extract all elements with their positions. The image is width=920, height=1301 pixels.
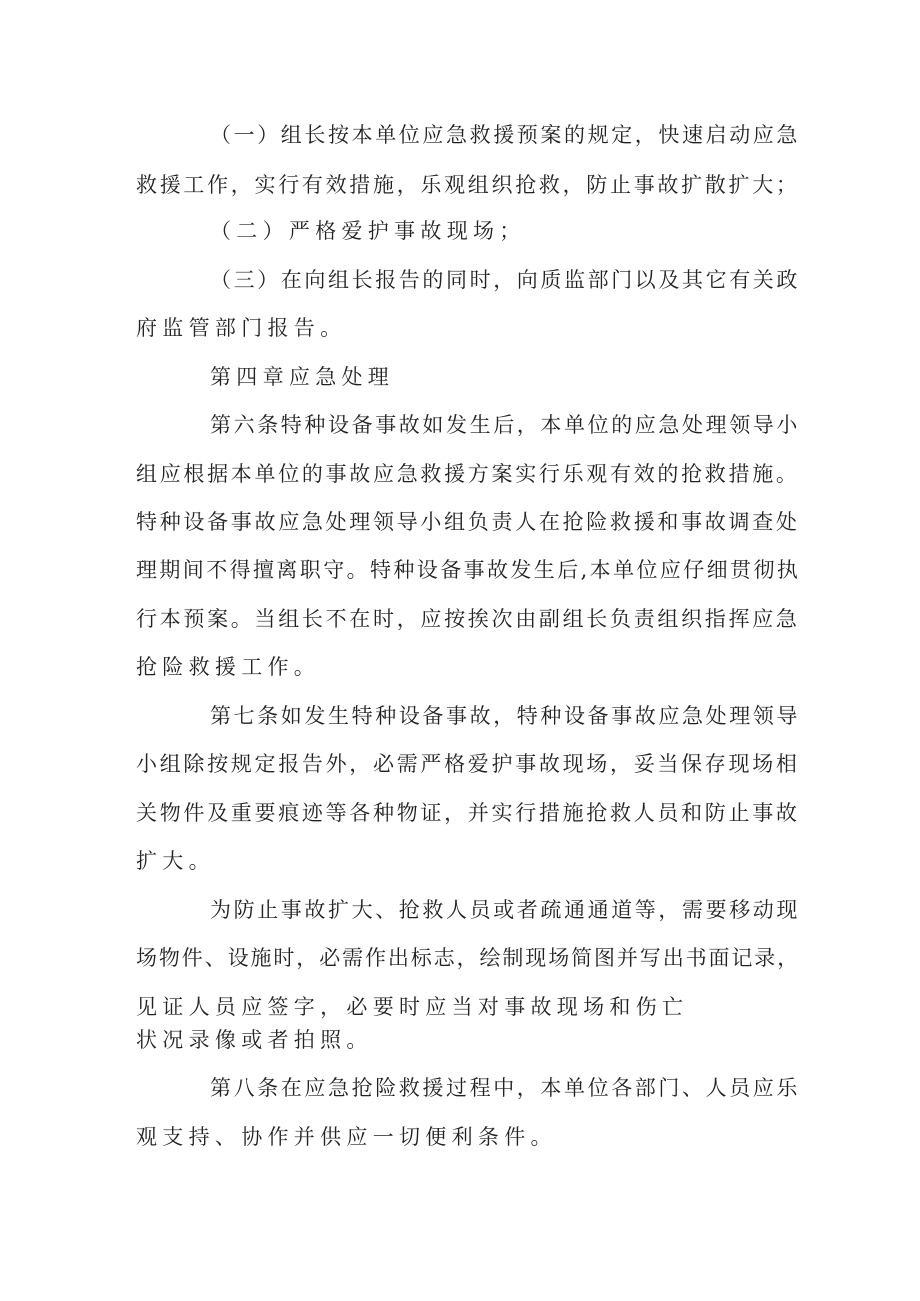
text-line: 第七条如发生特种设备事故，特种设备事故应急处理领导 bbox=[210, 704, 800, 728]
text-line: 行本预案。当组长不在时，应按挨次由副组长负责组织指挥应急 bbox=[136, 607, 800, 631]
section-heading: 第四章应急处理 bbox=[210, 365, 395, 389]
text-line: 抢险救援工作。 bbox=[136, 655, 321, 679]
text-line: 第八条在应急抢险救援过程中，本单位各部门、人员应乐 bbox=[210, 1076, 800, 1100]
text-line: （二）严格爱护事故现场； bbox=[210, 219, 526, 243]
text-line: 理期间不得擅离职守。特种设备事故发生后,本单位应仔细贯彻执 bbox=[136, 558, 801, 582]
text-line: 小组除按规定报告外，必需严格爱护事故现场，妥当保存现场相 bbox=[136, 752, 800, 776]
text-line: 府监管部门报告。 bbox=[136, 316, 347, 340]
text-line: 特种设备事故应急处理领导小组负责人在抢险救援和事故调查处 bbox=[136, 510, 800, 534]
text-line: 救援工作，实行有效措施，乐观组织抢救，防止事故扩散扩大； bbox=[136, 173, 800, 197]
text-line: 扩大。 bbox=[136, 849, 215, 873]
text-line: （三）在向组长报告的同时，向质监部门以及其它有关政 bbox=[210, 268, 800, 292]
text-line: 观支持、协作并供应一切便利条件。 bbox=[136, 1125, 557, 1149]
text-line: 见证人员应签字，必要时应当对事故现场和伤亡 bbox=[136, 995, 689, 1019]
text-line: 状况录像或者拍照。 bbox=[136, 1028, 373, 1052]
text-line: 场物件、设施时，必需作出标志，绘制现场简图并写出书面记录， bbox=[136, 946, 801, 970]
text-line: 为防止事故扩大、抢救人员或者疏通通道等，需要移动现 bbox=[210, 898, 800, 922]
text-line: 第六条特种设备事故如发生后，本单位的应急处理领导小 bbox=[210, 413, 800, 437]
text-line: （一）组长按本单位应急救援预案的规定，快速启动应急 bbox=[210, 123, 800, 147]
text-line: 组应根据本单位的事故应急救援方案实行乐观有效的抢救措施。 bbox=[136, 462, 800, 486]
text-line: 关物件及重要痕迹等各种物证，并实行措施抢救人员和防止事故 bbox=[136, 801, 800, 825]
